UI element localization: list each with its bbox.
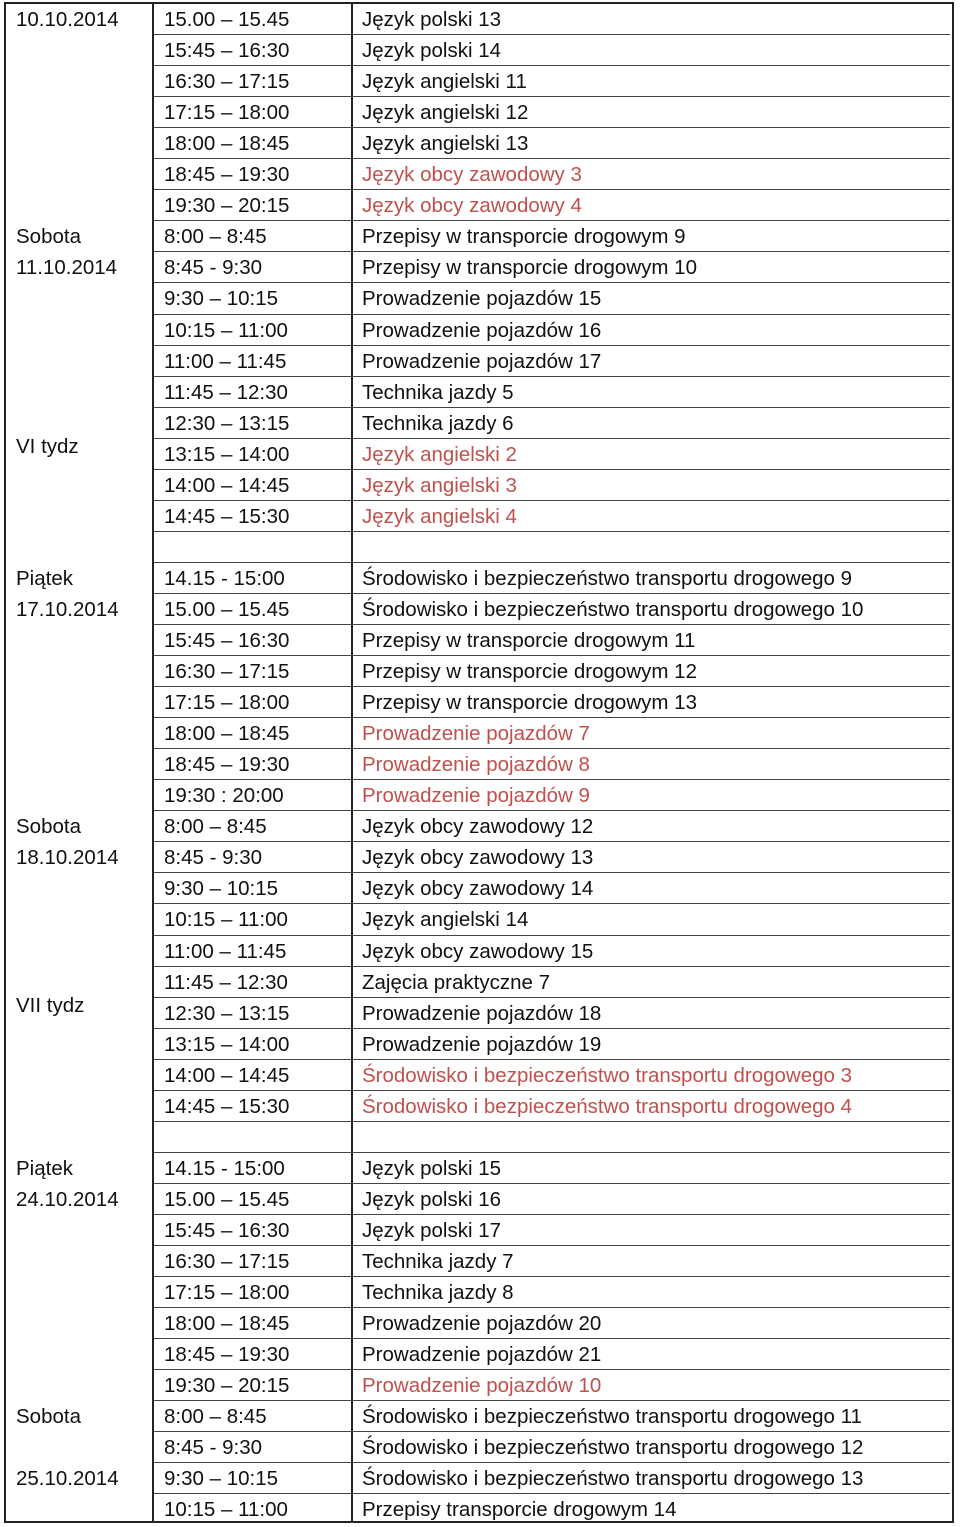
time-cell: 9:30 – 10:15 xyxy=(164,877,278,901)
subject-cell: Środowisko i bezpieczeństwo transportu drogowego 12 xyxy=(362,1436,864,1460)
subject-cell: Technika jazdy 5 xyxy=(362,380,514,404)
time-cell: 15.00 – 15.45 xyxy=(164,1187,290,1211)
time-cell: 9:30 – 10:15 xyxy=(164,287,278,311)
week-label: VII tydz xyxy=(16,993,85,1017)
subject-cell: Środowisko i bezpieczeństwo transportu drogowego 10 xyxy=(362,597,864,621)
subject-cell: Środowisko i bezpieczeństwo transportu drogowego 3 xyxy=(362,1063,852,1087)
subject-cell: Język angielski 12 xyxy=(362,101,529,125)
subject-cell: Prowadzenie pojazdów 20 xyxy=(362,1312,602,1336)
subject-cell: Język polski 16 xyxy=(362,1187,502,1211)
day-cell: Piątek xyxy=(16,566,73,590)
time-cell: 18:00 – 18:45 xyxy=(164,132,290,156)
time-cell: 18:45 – 19:30 xyxy=(164,163,290,187)
time-cell: 11:45 – 12:30 xyxy=(164,380,288,404)
subject-cell: Środowisko i bezpieczeństwo transportu drogowego 9 xyxy=(362,566,852,590)
subject-cell: Prowadzenie pojazdów 8 xyxy=(362,753,590,777)
subject-cell: Technika jazdy 7 xyxy=(362,1250,514,1273)
subject-cell: Język angielski 11 xyxy=(362,70,527,94)
subject-cell: Język angielski 14 xyxy=(362,908,529,932)
row-divider xyxy=(154,531,950,532)
time-cell: 8:00 – 8:45 xyxy=(164,1405,267,1429)
time-cell: 18:45 – 19:30 xyxy=(164,753,290,777)
time-cell: 11:00 – 11:45 xyxy=(164,349,287,373)
subject-cell: Język polski 17 xyxy=(362,1218,502,1242)
day-cell: Sobota xyxy=(16,225,81,249)
time-cell: 14.15 - 15:00 xyxy=(164,566,285,590)
subject-cell: Technika jazdy 6 xyxy=(362,411,514,435)
day-cell: Sobota xyxy=(16,815,81,839)
subject-cell: Język polski 14 xyxy=(362,39,502,63)
subject-cell: Prowadzenie pojazdów 10 xyxy=(362,1374,602,1398)
subject-cell: Język polski 13 xyxy=(362,8,502,31)
day-cell: Sobota xyxy=(16,1405,81,1429)
day-cell: 24.10.2014 xyxy=(16,1187,119,1211)
time-cell: 17:15 – 18:00 xyxy=(164,691,290,715)
time-cell: 15:45 – 16:30 xyxy=(164,629,290,652)
time-cell: 15.00 – 15.45 xyxy=(164,597,290,621)
time-cell: 15:45 – 16:30 xyxy=(164,39,290,63)
subject-cell: Prowadzenie pojazdów 7 xyxy=(362,722,590,746)
time-cell: 11:00 – 11:45 xyxy=(164,939,287,963)
subject-cell: Język obcy zawodowy 13 xyxy=(362,846,594,870)
day-cell: 17.10.2014 xyxy=(16,597,119,621)
time-cell: 8:45 - 9:30 xyxy=(164,846,263,870)
subject-cell: Język obcy zawodowy 14 xyxy=(362,877,594,901)
time-cell: 15:45 – 16:30 xyxy=(164,1218,290,1242)
subject-cell: Język angielski 13 xyxy=(362,132,529,156)
subject-cell: Język obcy zawodowy 12 xyxy=(362,815,594,839)
time-cell: 16:30 – 17:15 xyxy=(164,70,290,94)
subject-cell: Technika jazdy 8 xyxy=(362,1281,514,1305)
time-cell: 15.00 – 15.45 xyxy=(164,8,290,31)
subject-cell: Środowisko i bezpieczeństwo transportu drogowego 4 xyxy=(362,1094,852,1118)
subject-cell: Język angielski 2 xyxy=(362,442,517,466)
subject-cell: Język obcy zawodowy 3 xyxy=(362,163,582,187)
time-cell: 19:30 – 20:15 xyxy=(164,194,290,218)
time-cell: 12:30 – 13:15 xyxy=(164,411,290,435)
subject-cell: Język polski 15 xyxy=(362,1156,502,1180)
time-cell: 14:00 – 14:45 xyxy=(164,473,290,497)
subject-cell: Prowadzenie pojazdów 15 xyxy=(362,287,602,311)
time-cell: 8:45 - 9:30 xyxy=(164,256,263,280)
subject-cell: Przepisy w transporcie drogowym 10 xyxy=(362,256,697,280)
subject-cell: Język angielski 4 xyxy=(362,504,517,528)
time-cell: 10:15 – 11:00 xyxy=(164,908,288,932)
time-cell: 17:15 – 18:00 xyxy=(164,101,290,125)
subject-cell: Prowadzenie pojazdów 19 xyxy=(362,1032,602,1056)
subject-cell: Język angielski 3 xyxy=(362,473,517,497)
subject-cell: Przepisy w transporcie drogowym 13 xyxy=(362,691,697,715)
time-cell: 19:30 – 20:15 xyxy=(164,1374,290,1398)
time-cell: 18:00 – 18:45 xyxy=(164,1312,290,1336)
time-cell: 10:15 – 11:00 xyxy=(164,318,288,342)
time-cell: 9:30 – 10:15 xyxy=(164,1467,278,1491)
time-cell: 8:00 – 8:45 xyxy=(164,225,267,249)
subject-cell: Środowisko i bezpieczeństwo transportu drogowego 11 xyxy=(362,1405,862,1429)
subject-cell: Język obcy zawodowy 4 xyxy=(362,194,582,218)
schedule-table xyxy=(4,2,954,1523)
subject-cell: Przepisy w transporcie drogowym 9 xyxy=(362,225,686,249)
subject-cell: Prowadzenie pojazdów 18 xyxy=(362,1001,602,1025)
time-cell: 18:45 – 19:30 xyxy=(164,1343,290,1367)
time-cell: 13:15 – 14:00 xyxy=(164,1032,290,1056)
row-divider xyxy=(154,1121,950,1122)
day-cell: 10.10.2014 xyxy=(16,8,119,31)
day-cell: 18.10.2014 xyxy=(16,846,119,870)
time-cell: 8:45 - 9:30 xyxy=(164,1436,263,1460)
time-cell: 14:00 – 14:45 xyxy=(164,1063,290,1087)
time-cell: 10:15 – 11:00 xyxy=(164,1498,288,1522)
column-divider-time xyxy=(351,4,353,1521)
subject-cell: Zajęcia praktyczne 7 xyxy=(362,970,551,994)
subject-cell: Przepisy w transporcie drogowym 11 xyxy=(362,629,696,652)
subject-cell: Przepisy transporcie drogowym 14 xyxy=(362,1498,677,1522)
time-cell: 18:00 – 18:45 xyxy=(164,722,290,746)
subject-cell: Przepisy w transporcie drogowym 12 xyxy=(362,660,697,684)
time-cell: 13:15 – 14:00 xyxy=(164,442,290,466)
time-cell: 16:30 – 17:15 xyxy=(164,1250,290,1273)
day-cell: Piątek xyxy=(16,1156,73,1180)
day-cell: 11.10.2014 xyxy=(16,256,118,280)
time-cell: 16:30 – 17:15 xyxy=(164,660,290,684)
week-label: VI tydz xyxy=(16,434,79,458)
subject-cell: Prowadzenie pojazdów 21 xyxy=(362,1343,602,1367)
time-cell: 11:45 – 12:30 xyxy=(164,970,288,994)
subject-cell: Prowadzenie pojazdów 9 xyxy=(362,784,590,808)
subject-cell: Prowadzenie pojazdów 17 xyxy=(362,349,602,373)
time-cell: 17:15 – 18:00 xyxy=(164,1281,290,1305)
subject-cell: Środowisko i bezpieczeństwo transportu drogowego 13 xyxy=(362,1467,864,1491)
column-divider-day xyxy=(152,4,154,1521)
time-cell: 14.15 - 15:00 xyxy=(164,1156,285,1180)
time-cell: 19:30 : 20:00 xyxy=(164,784,284,808)
subject-cell: Język obcy zawodowy 15 xyxy=(362,939,594,963)
time-cell: 14:45 – 15:30 xyxy=(164,1094,290,1118)
day-cell: 25.10.2014 xyxy=(16,1467,119,1491)
time-cell: 14:45 – 15:30 xyxy=(164,504,290,528)
time-cell: 12:30 – 13:15 xyxy=(164,1001,290,1025)
subject-cell: Prowadzenie pojazdów 16 xyxy=(362,318,602,342)
time-cell: 8:00 – 8:45 xyxy=(164,815,267,839)
